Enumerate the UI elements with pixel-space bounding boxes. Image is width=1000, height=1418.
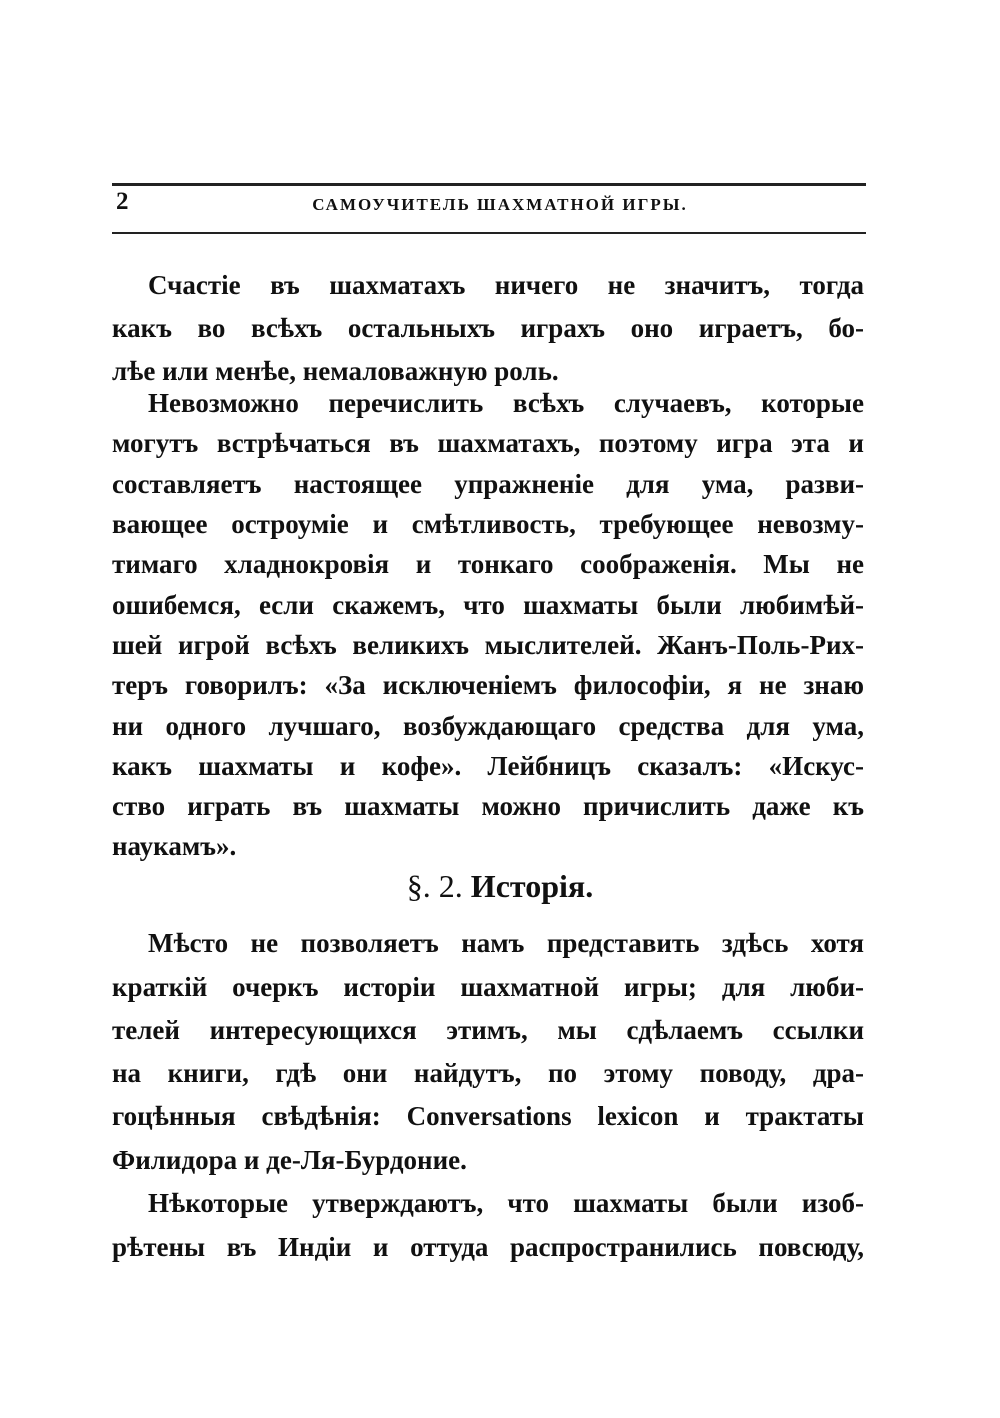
text-line: наукамъ».: [112, 831, 237, 861]
text-line: тимаго хладнокровія и тонкаго соображенія. Мы не: [112, 549, 864, 579]
text-line: на книги, гдѣ они найдутъ, по этому поводу, дра-: [112, 1058, 864, 1088]
text-line: рѣтены въ Индіи и оттуда распространились повсюду,: [112, 1232, 864, 1262]
section-heading: [0, 867, 1000, 905]
section-number: §. 2.: [406, 868, 463, 904]
text-line: ни одного лучшаго, возбуждающаго средства для ума,: [112, 711, 864, 741]
text-line: краткій очеркъ исторіи шахматной игры; для люби-: [112, 972, 864, 1002]
text-line: какъ шахматы и кофе». Лейбницъ сказалъ: «Искус-: [112, 751, 864, 781]
text-line: Филидора и де-Ля-Бурдоние.: [112, 1145, 467, 1175]
text-line: ошибемся, если скажемъ, что шахматы были любимѣй-: [112, 590, 864, 620]
running-title: САМОУЧИТЕЛЬ ШАХМАТНОЙ ИГРЫ.: [312, 195, 688, 214]
text-line: Мѣсто не позволяетъ намъ представить здѣсь хотя: [148, 928, 864, 958]
text-line: Нѣкоторые утверждаютъ, что шахматы были изоб-: [148, 1188, 864, 1218]
text-line: вающее остроуміе и смѣтливость, требующее невозму-: [112, 509, 864, 539]
text-line: телей интересующихся этимъ, мы сдѣлаемъ ссылки: [112, 1015, 864, 1045]
text-line: какъ во всѣхъ остальныхъ играхъ оно играетъ, бо-: [112, 313, 864, 343]
text-line: ство играть въ шахматы можно причислить даже къ: [112, 791, 864, 821]
text-line: могутъ встрѣчаться въ шахматахъ, поэтому игра эта и: [112, 428, 864, 458]
section-title: Исторія.: [470, 868, 594, 904]
header-rule-top: [112, 183, 866, 186]
text-line: Невозможно перечислить всѣхъ случаевъ, которые: [148, 388, 864, 418]
text-line: шей игрой всѣхъ великихъ мыслителей. Жанъ-Поль-Рих-: [112, 630, 864, 660]
text-line: теръ говорилъ: «За исключеніемъ философіи, я не знаю: [112, 670, 864, 700]
page-number: 2: [116, 188, 129, 215]
text-line: гоцѣнныя свѣдѣнія: Conversations lexicon и трактаты: [112, 1101, 864, 1131]
header-rule-bottom: [112, 232, 866, 234]
text-line: Счастіе въ шахматахъ ничего не значитъ, тогда: [148, 270, 864, 300]
text-line: лѣе или менѣе, немаловажную роль.: [112, 356, 559, 386]
text-line: составляетъ настоящее упражненіе для ума, разви-: [112, 469, 864, 499]
